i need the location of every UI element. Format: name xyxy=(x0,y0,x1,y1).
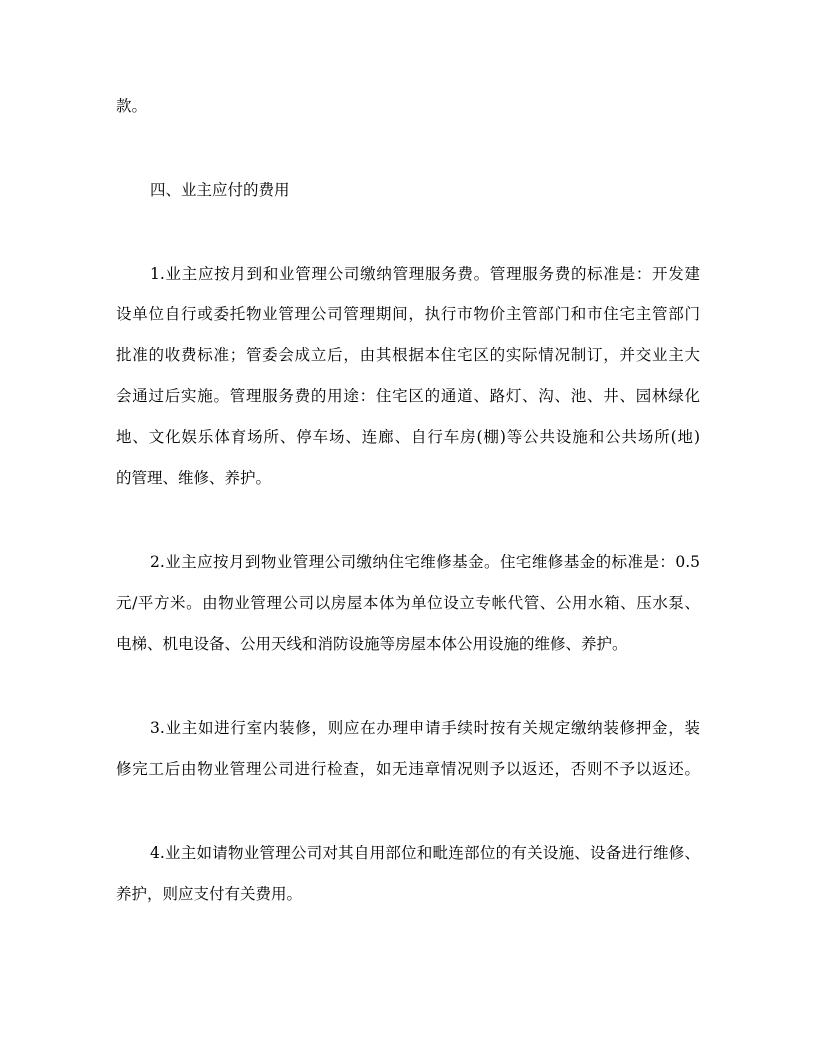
paragraph-2-line-3: 电梯、机电设备、公用天线和消防设施等房屋本体公用设施的维修、养护。 xyxy=(116,635,628,653)
paragraph-1-line-3: 批准的收费标准；管委会成立后，由其根据本住宅区的实际情况制订，并交业主大 xyxy=(116,346,700,364)
paragraph-1-line-4: 会通过后实施。管理服务费的用途：住宅区的通道、路灯、沟、池、井、园林绿化 xyxy=(116,387,700,405)
paragraph-3-line-2: 修完工后由物业管理公司进行检查，如无违章情况则予以返还，否则不予以返还。 xyxy=(116,760,700,778)
paragraph-2-line-1: 2.业主应按月到物业管理公司缴纳住宅维修基金。住宅维修基金的标准是：0.5 xyxy=(150,553,700,571)
paragraph-4-line-2: 养护，则应支付有关费用。 xyxy=(116,885,303,903)
paragraph-3-line-1: 3.业主如进行室内装修，则应在办理申请手续时按有关规定缴纳装修押金，装 xyxy=(150,719,700,737)
paragraph-1-line-5: 地、文化娱乐体育场所、停车场、连廊、自行车房(棚)等公共设施和公共场所(地) xyxy=(116,428,700,446)
paragraph-1-line-2: 设单位自行或委托物业管理公司管理期间，执行市物价主管部门和市住宅主管部门 xyxy=(116,305,700,323)
paragraph-1-line-1: 1.业主应按月到和业管理公司缴纳管理服务费。管理服务费的标准是：开发建 xyxy=(150,265,700,283)
paragraph-4-line-1: 4.业主如请物业管理公司对其自用部位和毗连部位的有关设施、设备进行维修、 xyxy=(150,844,700,862)
section-heading: 四、业主应付的费用 xyxy=(150,181,290,199)
paragraph-continuation-line: 款。 xyxy=(116,97,148,115)
paragraph-2-line-2: 元/平方米。由物业管理公司以房屋本体为单位设立专帐代管、公用水箱、压水泵、 xyxy=(116,594,700,612)
paragraph-1-line-6: 的管理、维修、养护。 xyxy=(116,469,272,487)
